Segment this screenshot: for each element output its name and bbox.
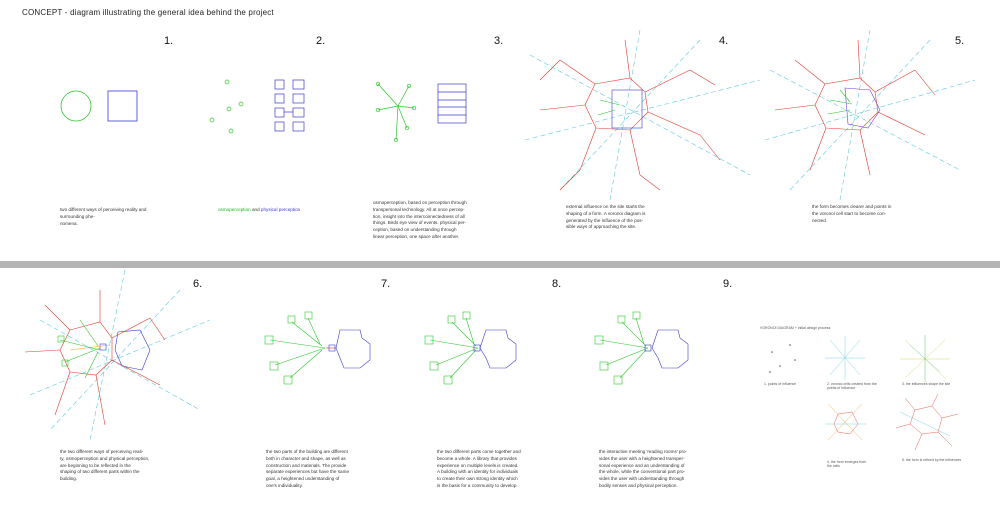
mini-label-4: 4. the form emerges from the cells	[827, 460, 867, 469]
diagram-2	[210, 80, 304, 133]
mini-label-3: 3. the influences shape the site	[902, 382, 951, 386]
page-title: CONCEPT - diagram illustrating the general idea behind the project	[22, 8, 274, 17]
step-number-1: 1.	[164, 35, 174, 47]
diagram-4	[525, 30, 760, 200]
caption-5: the form becomes clearer and points in the voronoi cell start to become con- nected.	[812, 204, 892, 223]
mini-4	[825, 404, 866, 440]
step-number-4: 4.	[719, 35, 729, 47]
mini-5	[896, 394, 958, 450]
mini-1	[769, 344, 796, 373]
mini-3	[900, 335, 950, 382]
diagram-3	[376, 82, 466, 142]
mini-label-2: 2. voronoi cells created from the points of influence	[827, 382, 877, 391]
caption-3: osmoperception, based on perception through transpersonal technology. All at once percep- tion, insight into the interconnectedness of all things. Birds eye view of events. physical per- ception, based on understanding through linear perception, one space after another.	[373, 200, 467, 239]
step-number-2: 2.	[316, 35, 326, 47]
caption-9: the interactive meeting 'reading rooms' pro- vides the user with a heightened transper- sonal experience and an understanding of the whole, while the conventional part pro- vides the user with understanding through bodily senses and physical perception.	[599, 449, 688, 488]
diagram-9	[595, 312, 688, 384]
diagram-6	[25, 270, 210, 440]
mini-label-5: 5. the form is refined by the influences	[902, 458, 962, 462]
diagram-5	[765, 30, 975, 200]
caption-2: osmoperception and physical perception	[218, 207, 301, 212]
caption-6: the two different ways of perceiving reali- ty, osmoperception and physical perception, are beginning to be reflected in the shaping of two different parts within the building.	[60, 449, 150, 482]
step-number-6: 6.	[193, 278, 203, 290]
step-number-9: 9.	[723, 278, 733, 290]
mini-header: VORONOI DIAGRAM + initial design process	[760, 326, 831, 330]
mini-2	[825, 336, 865, 380]
step-number-5: 5.	[955, 35, 965, 47]
diagram-8	[425, 312, 516, 384]
caption-7: the two parts of the building are different both in character and shape, as well as construction and materials. The provide separate experiences but have the same goal, a heightened understanding of one's individuality.	[266, 449, 349, 488]
mini-label-1: 1. points of influence	[764, 382, 797, 386]
step-number-3: 3.	[494, 35, 504, 47]
diagram-1	[61, 91, 137, 121]
diagram-7	[265, 312, 370, 384]
caption-1: two different ways of perceiving reality and surrounding phe- nomena.	[60, 207, 147, 226]
caption-4: external influence on the site starts the shaping of a form. A voronoi diagram is generated by the influence of the pos- sible ways of approaching the site.	[566, 204, 646, 230]
step-number-7: 7.	[381, 278, 391, 290]
mini-diagrams	[769, 335, 958, 450]
caption-8: the two different parts come together and become a whole. A library that provides experience on multiple levels is created. A building with an identity for individuals to create their own strong identity which is the basis for a community to develop.	[437, 449, 521, 488]
step-number-8: 8.	[552, 278, 562, 290]
